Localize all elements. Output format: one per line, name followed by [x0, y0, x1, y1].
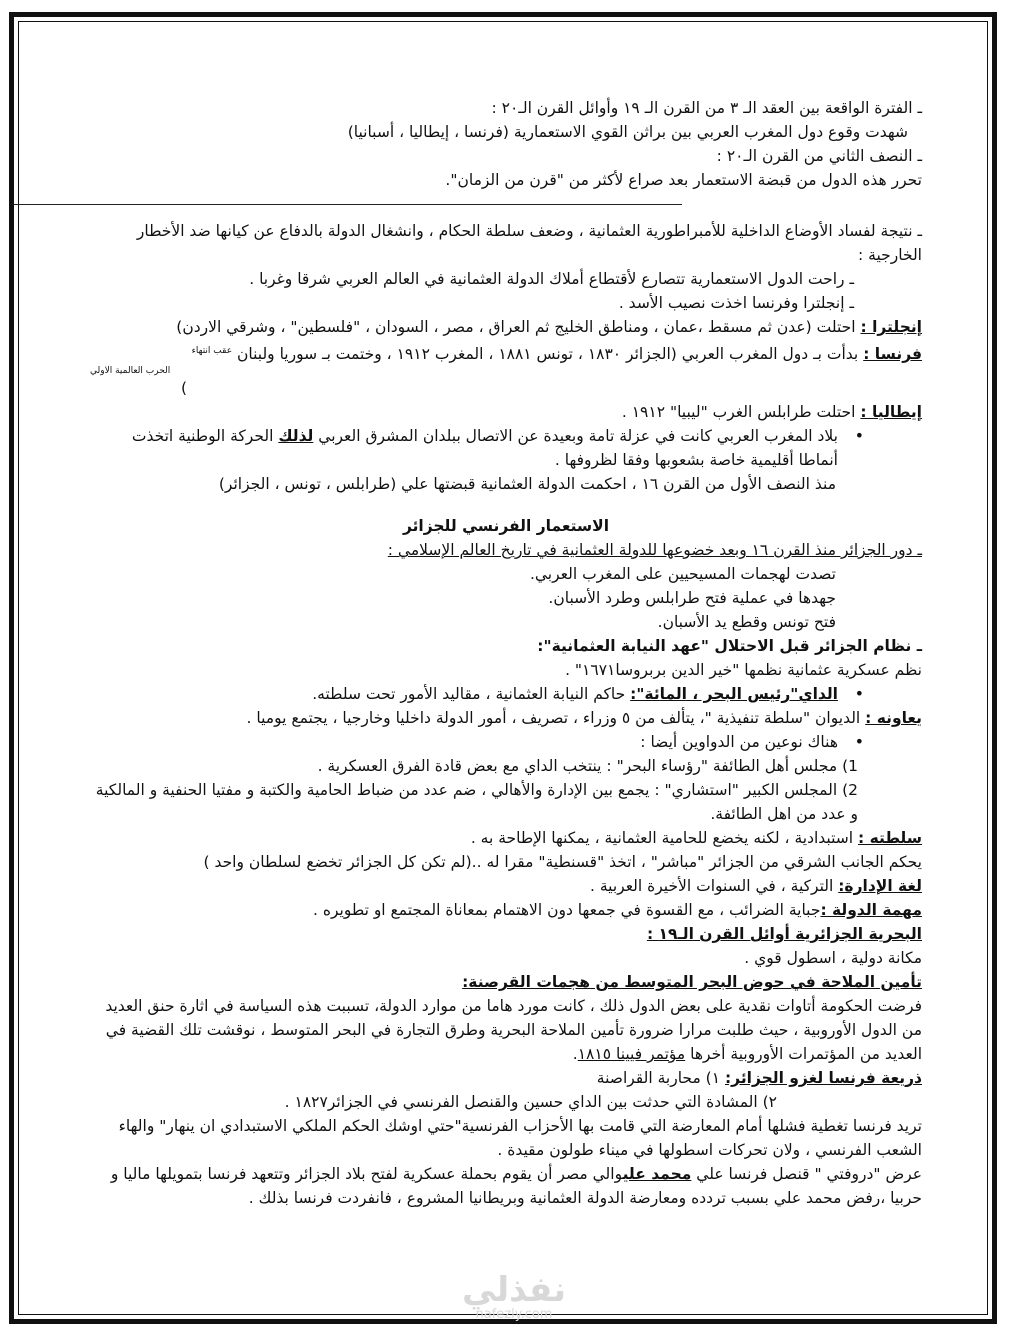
watermark-arabic: نفذلي [461, 1270, 567, 1310]
list-item-label: الداي"رئيس البحر ، المائة": [630, 685, 838, 704]
emphasis: مؤتمر فيينا ١٨١٥ [577, 1045, 686, 1064]
france-note: عقب انتهاء [191, 346, 233, 356]
paragraph-line: تريد فرنسا تغطية فشلها أمام المعارضة التي قامت بها الأحزاب الفرنسية"حتي اوشك الحكم الملكي الاستبدادي ان ينهار" والهاء الشعب الفرنسي ، ولان تحركات اسطولها في ميناء طولون مقيدة . [118, 1117, 922, 1160]
emphasis: محمد علي [622, 1165, 692, 1184]
emphasis: لذلك [278, 427, 314, 446]
paragraph-line [90, 874, 922, 898]
label: يعاونه : [865, 709, 922, 728]
paragraph-line [90, 826, 922, 850]
divider [12, 204, 682, 205]
paragraph-line: فتح تونس وقطع يد الأسبان. [657, 613, 836, 632]
list-item [90, 682, 922, 706]
subheading: ـ نظام الجزائر قبل الاحتلال "عهد النيابة العثمانية": [537, 637, 922, 656]
france-label: فرنسا : [863, 345, 922, 364]
text: فرضت الحكومة أتاوات نقدية على بعض الدول ذلك ، كانت مورد هاما من موارد الدولة، تسببت هذه السياسة في اثارة حنق العديد من الدول الأوروبية ، حيث طلبت مرارا ضرورة تأمين الملاحة البحرية وطرق التجارة في البحر المتوسط ، نوقشت تلك القضية في العديد من المؤتمرات الأوروبية أخرها [105, 997, 922, 1064]
watermark [444, 1272, 584, 1328]
text: ١) محاربة القراصنة [596, 1069, 725, 1088]
item-text: مجلس أهل الطائفة "رؤساء البحر" : ينتخب الداي مع بعض قادة الفرق العسكرية . [317, 757, 843, 776]
italy-label: إيطاليا : [860, 403, 922, 422]
text: جباية الضرائب ، مع القسوة في جمعها دون الاهتمام بمعاناة المجتمع او تطويره . [313, 901, 821, 920]
paragraph-line: ـ نتيجة لفساد الأوضاع الداخلية للأمبراطورية العثمانية ، وضعف سلطة الحكام ، وانشغال الدولة بالدفاع عن كيانها ضد الأخطار الخارجية : [136, 222, 922, 264]
item-number: 1) [842, 757, 858, 776]
italy-text: احتلت طرابلس الغرب "ليبيا" ١٩١٢ . [621, 403, 861, 422]
paragraph-line [90, 706, 922, 730]
paragraph-line: منذ النصف الأول من القرن ١٦ ، احكمت الدولة العثمانية قبضتها علي (طرابلس ، تونس ، الجزائر) [218, 475, 836, 494]
label: مهمة الدولة : [820, 901, 922, 920]
document-body [90, 96, 922, 1210]
paragraph-line: ـ دور الجزائر منذ القرن ١٦ وبعد خضوعها للدولة العثمانية في تاريخ العالم الإسلامي : [387, 541, 922, 560]
item-text: المجلس الكبير "استشاري" : يجمع بين الإدارة والأهالي ، ضم عدد من ضباط الحامية والكتبة و مفتيا الحنفية و المالكية و عدد من اهل الطائفة. [95, 781, 858, 824]
list-item-text: حاكم النيابة العثمانية ، مقاليد الأمور تحت سلطته. [312, 685, 631, 704]
paragraph-line: تصدت لهجمات المسيحيين على المغرب العربي. [529, 565, 836, 584]
france-text: بدأت بـ دول المغرب العربي (الجزائر ١٨٣٠ ، تونس ١٨٨١ ، المغرب ١٩١٢ ، وختمت بـ سوريا ولبنان [232, 345, 864, 364]
paragraph-line: مكانة دولية ، اسطول قوي . [744, 949, 922, 968]
label: لغة الإدارة: [838, 877, 922, 896]
paragraph-line: ـ راحت الدول الاستعمارية تتصارع لأقتطاع أملاك الدولة العثمانية في العالم العربي شرقا وغربا . [249, 270, 854, 288]
list-item [90, 424, 922, 472]
subheading: البحرية الجزائرية أوائل القرن الـ١٩ : [646, 925, 922, 944]
paragraph-line: ٢) المشادة التي حدثت بين الداي حسين والقنصل الفرنسي في الجزائر١٨٢٧ . [284, 1093, 777, 1112]
paragraph-line: ـ الفترة الواقعة بين العقد الـ ٣ من القرن الـ ١٩ وأوائل القرن الـ٢٠ : [491, 99, 922, 117]
text: الديوان "سلطة تنفيذية "، يتألف من ٥ وزراء ، تصريف ، أمور الدولة داخليا وخارجيا ، يجتمع يوميا . [246, 709, 866, 728]
paragraph-line [90, 1162, 922, 1210]
numbered-item [90, 754, 922, 778]
paragraph-line: جهدها في عملية فتح طرابلس وطرد الأسبان. [548, 589, 836, 608]
paragraph-line [90, 898, 922, 922]
paragraph-line: تحرر هذه الدول من قبضة الاستعمار بعد صراع لأكثر من "قرن من الزمان". [445, 171, 922, 189]
label: سلطته : [858, 829, 922, 848]
england-label: إنجلترا : [860, 318, 922, 336]
text: التركية ، في السنوات الأخيرة العربية . [589, 877, 839, 896]
list-item: • هناك نوعين من الدواوين أيضا : [90, 730, 922, 754]
item-number: 2) [842, 781, 858, 800]
england-line [90, 315, 922, 339]
paragraph-line: ـ النصف الثاني من القرن الـ٢٠ : [716, 147, 922, 165]
france-note-line: الحرب العالمية الاولي [90, 366, 171, 377]
list-item-text: الحركة الوطنية اتخذت أنماطا أقليمية خاصة بشعوبها وفقا لظروفها . [131, 427, 838, 470]
text: والي مصر أن يقوم بحملة عسكرية لفتح بلاد الجزائر وتتعهد فرنسا بتمويلها ماليا و حربيا ،رفض محمد علي بسبب تردده ومعارضة الدولة العثمانية وبريطانيا المشروع ، فانفردت فرنسا بذلك . [110, 1165, 922, 1208]
england-text: احتلت (عدن ثم مسقط ،عمان ، ومناطق الخليج ثم العراق ، مصر ، السودان ، "فلسطين" ، وشرقي الاردن) [176, 318, 861, 336]
subheading: تأمين الملاحة في حوض البحر المتوسط من هجمات القرصنة: [462, 973, 922, 992]
paragraph-line [90, 994, 922, 1066]
watermark-latin: nafezly.com [475, 1307, 553, 1322]
text: . [572, 1045, 578, 1064]
section-title: الاستعمار الفرنسي للجزائر [402, 517, 610, 536]
paragraph-line: نظم عسكرية عثمانية نظمها "خير الدين بربروسا١٦٧١" . [565, 661, 922, 680]
numbered-item [90, 778, 922, 826]
france-close: ) [180, 379, 187, 398]
paragraph-line: شهدت وقوع دول المغرب العربي بين براثن القوي الاستعمارية (فرنسا ، إيطاليا ، أسبانيا) [347, 123, 908, 141]
label: ذريعة فرنسا لغزو الجزائر: [724, 1069, 922, 1088]
paragraph-line: ـ إنجلترا وفرنسا اخذت نصيب الأسد . [618, 294, 854, 312]
list-item-text: بلاد المغرب العربي كانت في عزلة تامة وبعيدة عن الاتصال ببلدان المشرق العربي [313, 427, 838, 446]
france-line [90, 339, 922, 366]
paragraph-line: يحكم الجانب الشرقي من الجزائر "مباشر" ، اتخذ "قسنطية" مقرا له ..(لم تكن كل الجزائر تخضع لسلطان واحد ) [203, 853, 922, 872]
italy-line [90, 400, 922, 424]
text: استبدادية ، لكنه يخضع للحامية العثمانية ، يمكنها الإطاحة به . [470, 829, 858, 848]
paragraph-line [90, 1066, 922, 1090]
text: عرض "دروفتي " قنصل فرنسا علي [691, 1165, 922, 1184]
